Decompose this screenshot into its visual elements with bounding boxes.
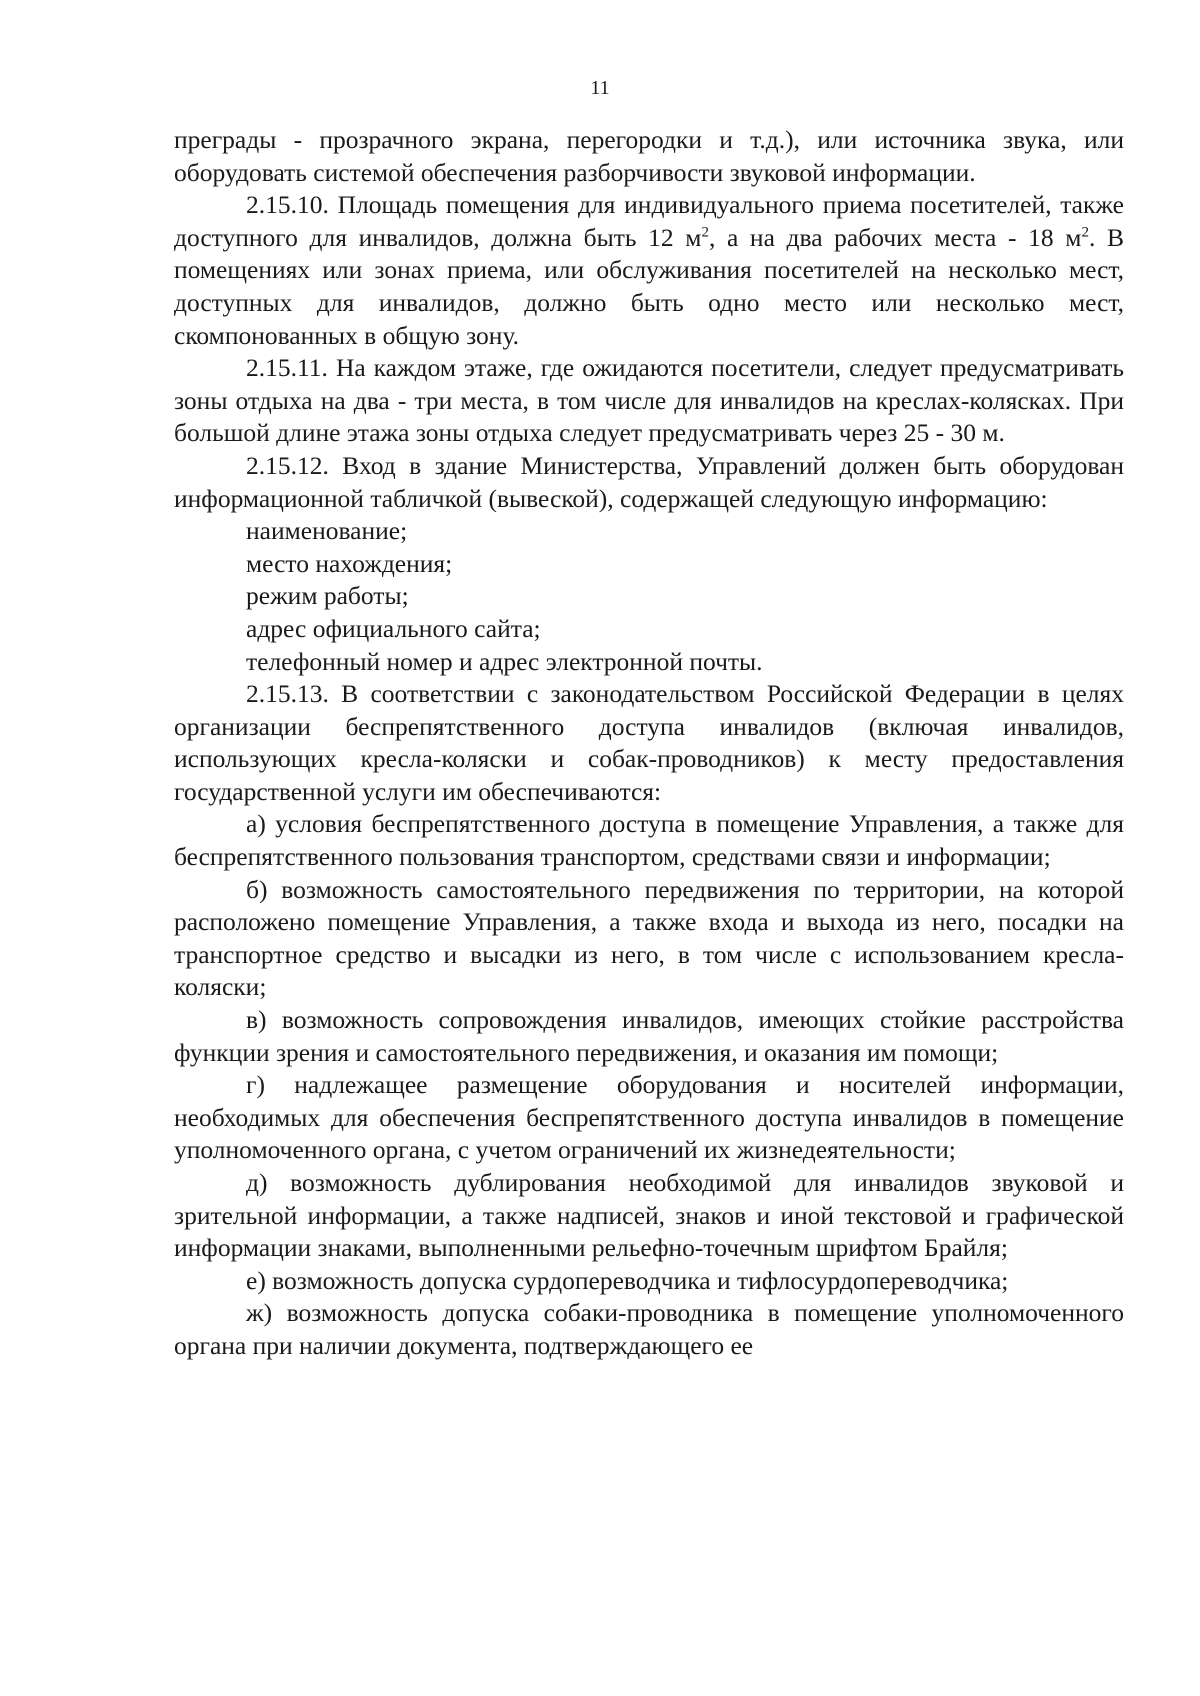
list-item: телефонный номер и адрес электронной почты. bbox=[246, 646, 763, 676]
subitem-b: б) возможность самостоятельного передвижения по территории, на которой расположено помещение Управления, а также входа и выхода из него, посадки на транспортное средство и высадки из него, в том числе с использованием кресла-коляски; bbox=[174, 874, 1124, 1002]
subitem-g: г) надлежащее размещение оборудования и носителей информации, необходимых для обеспечения беспрепятственного доступа инвалидов в помещение уполномоченного органа, с учетом ограничений их жизнедеятельности; bbox=[174, 1070, 1124, 1165]
paragraph-2-15-10-part-c: . В помещениях или зонах приема, или обслуживания посетителей на несколько мест, доступных для инвалидов, должно быть одно место или несколько мест, скомпонованных в общую зону. bbox=[174, 222, 1124, 350]
document-body bbox=[174, 124, 1124, 1363]
paragraph-2-15-10-part-a: 2.15.10. Площадь помещения для индивидуального приема посетителей, также доступного для инвалидов, должна быть 12 м bbox=[174, 190, 1124, 252]
list-item: наименование; bbox=[246, 516, 408, 546]
paragraph-2-15-10-part-b: , а на два рабочих места - 18 м bbox=[708, 222, 1082, 252]
subitem-v: в) возможность сопровождения инвалидов, имеющих стойкие расстройства функции зрения и самостоятельного передвижения, и оказания им помощи; bbox=[174, 1005, 1124, 1067]
superscript-square-1: 2 bbox=[701, 224, 709, 241]
paragraph-2-15-13: 2.15.13. В соответствии с законодательством Российской Федерации в целях организации беспрепятственного доступа инвалидов (включая инвалидов, использующих кресла-коляски и собак-проводников) к месту предоставления государственной услуги им обеспечиваются: bbox=[174, 679, 1124, 806]
paragraph-2-15-11: 2.15.11. На каждом этаже, где ожидаются посетители, следует предусматривать зоны отдыха на два - три места, в том числе для инвалидов на креслах-колясках. При большой длине этажа зоны отдыха следует предусматривать через 25 - 30 м. bbox=[174, 353, 1124, 448]
subitem-a: а) условия беспрепятственного доступа в помещение Управления, а также для беспрепятственного пользования транспортом, средствами связи и информации; bbox=[174, 809, 1124, 872]
subitem-zh: ж) возможность допуска собаки-проводника в помещение уполномоченного органа при наличии документа, подтверждающего ее bbox=[174, 1298, 1124, 1360]
page-number: 11 bbox=[590, 77, 610, 99]
list-item: режим работы; bbox=[246, 581, 409, 611]
list-item: место нахождения; bbox=[246, 548, 453, 578]
paragraph-2-15-10 bbox=[174, 189, 1124, 352]
paragraph-2-15-12: 2.15.12. Вход в здание Министерства, Управлений должен быть оборудован информационной табличкой (вывеской), содержащей следующую информацию: bbox=[174, 450, 1124, 513]
paragraph-continuation: преграды - прозрачного экрана, перегородки и т.д.), или источника звука, или оборудовать системой обеспечения разборчивости звуковой информации. bbox=[174, 125, 1124, 187]
list-item: адрес официального сайта; bbox=[246, 613, 541, 643]
superscript-square-2: 2 bbox=[1081, 224, 1089, 241]
subitem-e: е) возможность допуска сурдопереводчика и тифлосурдопереводчика; bbox=[246, 1265, 1009, 1295]
subitem-d: д) возможность дублирования необходимой для инвалидов звуковой и зрительной информации, а также надписей, знаков и иной текстовой и графической информации знаками, выполненными рельефно-точечным шрифтом Брайля; bbox=[174, 1168, 1124, 1263]
